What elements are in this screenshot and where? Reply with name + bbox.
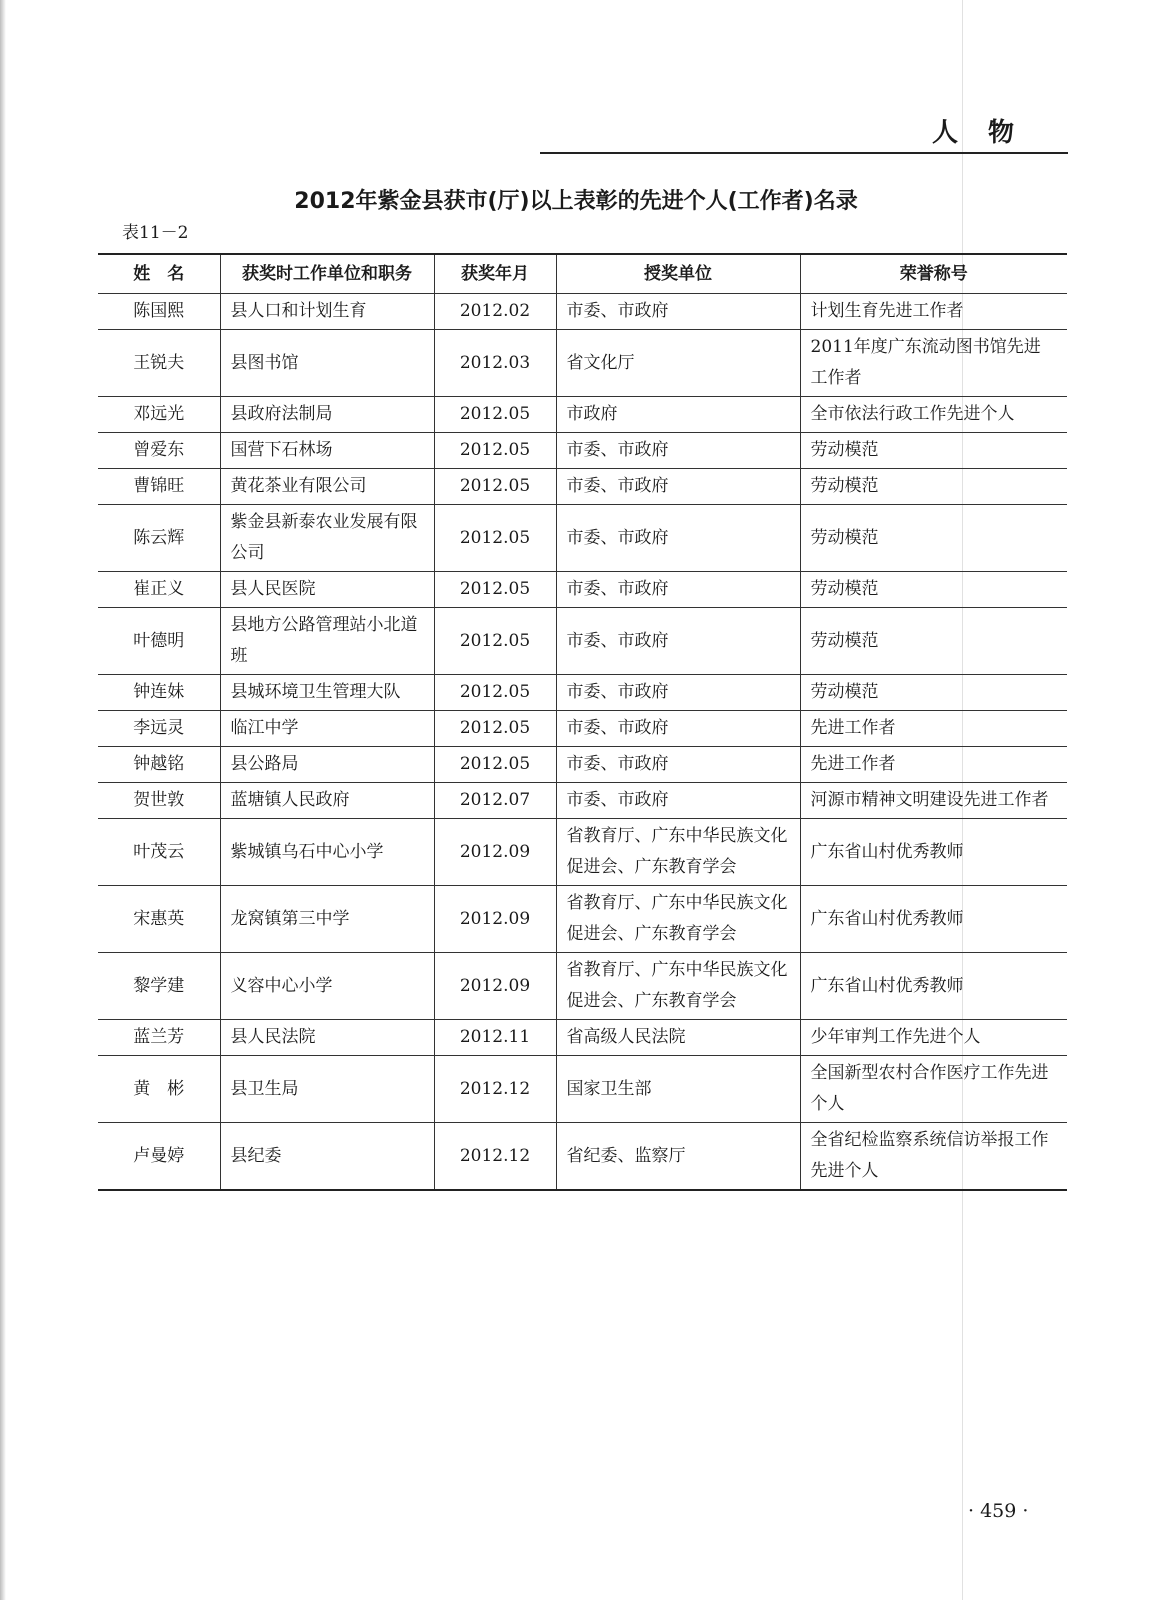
cell-name: 王锐夫 xyxy=(98,330,220,397)
table-row xyxy=(98,505,1067,572)
cell-honor: 劳动模范 xyxy=(800,469,1067,505)
cell-org: 市委、市政府 xyxy=(556,711,800,747)
cell-date: 2012.05 xyxy=(434,675,556,711)
cell-name: 陈国熙 xyxy=(98,294,220,330)
cell-date: 2012.09 xyxy=(434,819,556,886)
cell-honor: 少年审判工作先进个人 xyxy=(800,1020,1067,1056)
cell-date: 2012.05 xyxy=(434,608,556,675)
cell-date: 2012.07 xyxy=(434,783,556,819)
cell-org: 市委、市政府 xyxy=(556,783,800,819)
table-row xyxy=(98,1056,1067,1123)
cell-unit: 县人民医院 xyxy=(220,572,434,608)
cell-date: 2012.09 xyxy=(434,886,556,953)
cell-honor: 全国新型农村合作医疗工作先进个人 xyxy=(800,1056,1067,1123)
cell-honor: 劳动模范 xyxy=(800,433,1067,469)
cell-name: 钟越铭 xyxy=(98,747,220,783)
scan-edge xyxy=(0,0,6,1600)
table-row xyxy=(98,608,1067,675)
column-header-org: 授奖单位 xyxy=(556,254,800,294)
cell-date: 2012.05 xyxy=(434,572,556,608)
awards-table xyxy=(98,253,1067,1191)
cell-org: 省教育厅、广东中华民族文化促进会、广东教育学会 xyxy=(556,953,800,1020)
cell-unit: 县人口和计划生育 xyxy=(220,294,434,330)
cell-name: 曾爱东 xyxy=(98,433,220,469)
cell-honor: 先进工作者 xyxy=(800,711,1067,747)
page-number: · 459 · xyxy=(968,1500,1029,1522)
cell-name: 钟连妹 xyxy=(98,675,220,711)
cell-date: 2012.02 xyxy=(434,294,556,330)
cell-name: 崔正义 xyxy=(98,572,220,608)
cell-name: 卢曼婷 xyxy=(98,1123,220,1191)
table-row xyxy=(98,397,1067,433)
table-number: 表11－2 xyxy=(122,223,189,243)
table-row xyxy=(98,711,1067,747)
cell-org: 市委、市政府 xyxy=(556,505,800,572)
cell-org: 市委、市政府 xyxy=(556,294,800,330)
cell-org: 省教育厅、广东中华民族文化促进会、广东教育学会 xyxy=(556,819,800,886)
cell-unit: 蓝塘镇人民政府 xyxy=(220,783,434,819)
cell-name: 李远灵 xyxy=(98,711,220,747)
cell-name: 邓远光 xyxy=(98,397,220,433)
cell-unit: 县政府法制局 xyxy=(220,397,434,433)
cell-unit: 临江中学 xyxy=(220,711,434,747)
cell-org: 市委、市政府 xyxy=(556,433,800,469)
cell-honor: 先进工作者 xyxy=(800,747,1067,783)
cell-unit: 黄花茶业有限公司 xyxy=(220,469,434,505)
table-row xyxy=(98,1123,1067,1191)
cell-org: 市委、市政府 xyxy=(556,469,800,505)
table-row xyxy=(98,1020,1067,1056)
cell-unit: 义容中心小学 xyxy=(220,953,434,1020)
cell-unit: 紫城镇乌石中心小学 xyxy=(220,819,434,886)
cell-org: 国家卫生部 xyxy=(556,1056,800,1123)
table-row xyxy=(98,572,1067,608)
cell-unit: 县地方公路管理站小北道班 xyxy=(220,608,434,675)
cell-date: 2012.12 xyxy=(434,1123,556,1191)
table-row xyxy=(98,783,1067,819)
cell-honor: 劳动模范 xyxy=(800,608,1067,675)
table-row xyxy=(98,953,1067,1020)
cell-date: 2012.05 xyxy=(434,711,556,747)
cell-unit: 县城环境卫生管理大队 xyxy=(220,675,434,711)
column-header-honor: 荣誉称号 xyxy=(800,254,1067,294)
cell-honor: 广东省山村优秀教师 xyxy=(800,886,1067,953)
cell-date: 2012.05 xyxy=(434,433,556,469)
table-row xyxy=(98,330,1067,397)
table-row xyxy=(98,433,1067,469)
table-header-row xyxy=(98,254,1067,294)
cell-unit: 县人民法院 xyxy=(220,1020,434,1056)
cell-date: 2012.05 xyxy=(434,469,556,505)
table-row xyxy=(98,747,1067,783)
cell-name: 贺世敦 xyxy=(98,783,220,819)
table-row xyxy=(98,886,1067,953)
cell-org: 省文化厅 xyxy=(556,330,800,397)
cell-name: 蓝兰芳 xyxy=(98,1020,220,1056)
cell-honor: 全省纪检监察系统信访举报工作先进个人 xyxy=(800,1123,1067,1191)
table-body xyxy=(98,294,1067,1191)
section-header xyxy=(540,104,1068,154)
cell-honor: 计划生育先进工作者 xyxy=(800,294,1067,330)
document-title: 2012年紫金县获市(厅)以上表彰的先进个人(工作者)名录 xyxy=(294,189,858,214)
cell-org: 市委、市政府 xyxy=(556,572,800,608)
cell-unit: 县卫生局 xyxy=(220,1056,434,1123)
cell-date: 2012.03 xyxy=(434,330,556,397)
table-row xyxy=(98,819,1067,886)
column-header-date: 获奖年月 xyxy=(434,254,556,294)
cell-unit: 县纪委 xyxy=(220,1123,434,1191)
cell-unit: 国营下石林场 xyxy=(220,433,434,469)
cell-org: 省教育厅、广东中华民族文化促进会、广东教育学会 xyxy=(556,886,800,953)
cell-org: 市委、市政府 xyxy=(556,747,800,783)
cell-unit: 龙窝镇第三中学 xyxy=(220,886,434,953)
column-header-unit: 获奖时工作单位和职务 xyxy=(220,254,434,294)
cell-unit: 县公路局 xyxy=(220,747,434,783)
column-header-name: 姓 名 xyxy=(98,254,220,294)
cell-honor: 劳动模范 xyxy=(800,505,1067,572)
cell-date: 2012.09 xyxy=(434,953,556,1020)
cell-org: 市政府 xyxy=(556,397,800,433)
cell-name: 叶茂云 xyxy=(98,819,220,886)
cell-name: 曹锦旺 xyxy=(98,469,220,505)
cell-org: 省纪委、监察厅 xyxy=(556,1123,800,1191)
cell-date: 2012.12 xyxy=(434,1056,556,1123)
section-title: 人物 xyxy=(931,118,1044,148)
cell-honor: 广东省山村优秀教师 xyxy=(800,953,1067,1020)
cell-name: 叶德明 xyxy=(98,608,220,675)
cell-unit: 县图书馆 xyxy=(220,330,434,397)
table-row xyxy=(98,294,1067,330)
cell-name: 陈云辉 xyxy=(98,505,220,572)
cell-date: 2012.05 xyxy=(434,747,556,783)
cell-name: 黄 彬 xyxy=(98,1056,220,1123)
cell-honor: 全市依法行政工作先进个人 xyxy=(800,397,1067,433)
cell-org: 市委、市政府 xyxy=(556,608,800,675)
cell-honor: 2011年度广东流动图书馆先进工作者 xyxy=(800,330,1067,397)
cell-unit: 紫金县新泰农业发展有限公司 xyxy=(220,505,434,572)
cell-honor: 广东省山村优秀教师 xyxy=(800,819,1067,886)
cell-date: 2012.11 xyxy=(434,1020,556,1056)
cell-honor: 劳动模范 xyxy=(800,675,1067,711)
cell-org: 市委、市政府 xyxy=(556,675,800,711)
cell-name: 黎学建 xyxy=(98,953,220,1020)
cell-name: 宋惠英 xyxy=(98,886,220,953)
cell-org: 省高级人民法院 xyxy=(556,1020,800,1056)
table-row xyxy=(98,469,1067,505)
cell-honor: 劳动模范 xyxy=(800,572,1067,608)
table-row xyxy=(98,675,1067,711)
cell-honor: 河源市精神文明建设先进工作者 xyxy=(800,783,1067,819)
cell-date: 2012.05 xyxy=(434,505,556,572)
cell-date: 2012.05 xyxy=(434,397,556,433)
